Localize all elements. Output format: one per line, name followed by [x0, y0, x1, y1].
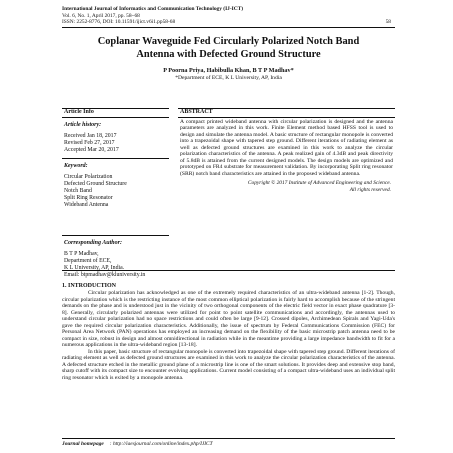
copyright-notice — [178, 180, 395, 193]
corresponding-email: Email: btpmadhav@kluniversity.in — [64, 272, 146, 278]
abstract-heading: ABSTRACT — [178, 108, 395, 118]
page-footer — [62, 441, 395, 448]
header-rule — [62, 27, 395, 28]
article-history-label: Article history: — [64, 121, 102, 128]
keyword-item: Wideband Antenna — [64, 201, 109, 208]
journal-issn-doi: ISSN: 2252-8776, DOI: 10.11591/ijict.v6i1.pp58-68 — [62, 19, 176, 26]
paper-title — [62, 36, 395, 61]
introduction-body — [62, 290, 395, 381]
paragraph: Circular polarization has acknowledged as one of the extremely required characteristics of an ultra-wideband antenna [1-2]. Though, circular polarization which is the restricting instance of the most common elliptical polarization is fairly hard to accomplish because of the stringent demands on the phase and is understood just in the vicinity of two orthogonal components of the electric field vector in exact phase quadrature [3-8]. Generally, circularly polarized antennas were utilized for point to point satellite communications and accordingly, the antennas used to understand circular polarization had no space restrictions and could often be large [9-12]. Crossed dipoles, Archimedean Spirals and Yagi-Uda's gave the required circular polarization characteristics. Additionally, the issue of spectrum by Federal Communications Commission (FEC) for Personal Area Network (PAN) operations has employed an increasing demand on the flexibility of the basic microstrip patch antenna need to be compact in size, robust in design and almost omnidirectional in radiation while in the meantime providing a large impedance bandwidth to fit for a numerous applications in the ultra-wideband region [13-18]. — [62, 290, 395, 348]
journal-homepage-link[interactable]: : http://iaesjournal.com/online/index.php/IJICT — [109, 441, 213, 447]
journal-volume: Vol. 6, No. 1, April 2017, pp. 58~68 — [62, 12, 140, 19]
article-info-heading: Article Info — [62, 108, 169, 118]
journal-header — [62, 6, 402, 26]
divider — [62, 235, 169, 236]
introduction-section — [62, 283, 395, 381]
corresponding-line: B T P Madhav, — [64, 251, 99, 257]
abstract-text: A compact printed wideband antenna with circular polarization is designed and the antenna parameters are analyzed in this work. Finite Element method based HFSS tool is used to design and simulate the antenna model. A basic structure of rectangular monopole is converted into a trapezoidal shape with tapered step ground. Different iterations of radiating element as well as defected ground structures are examined in this work to analyze the circular polarization characteristics of the antenna. A peak realized gain of 4.3dB and peak directivity of 5.8dB is attained from the current designed models. The design models are optimized and prototyped on FR4 substrate for measurement validation. By incorporating Split ring resonator (SRR) notch band characteristics are attained in the proposed wideband antenna. — [180, 118, 393, 177]
copyright-line: Copyright © 2017 Institute of Advanced Engineering and Science. — [247, 180, 391, 187]
keyword-item: Split Ring Resonator — [64, 194, 113, 201]
accepted-date: Accepted Mar 20, 2017 — [64, 146, 119, 153]
footer-rule — [62, 438, 395, 439]
keyword-item: Defected Ground Structure — [64, 180, 127, 187]
section-divider — [62, 270, 395, 271]
corresponding-line: K L University, AP, India. — [64, 265, 125, 271]
revised-date: Revised Feb 27, 2017 — [64, 139, 115, 146]
corresponding-line: Department of ECE, — [64, 258, 112, 264]
paragraph: In this paper, basic structure of rectangular monopole is converted into trapezoidal shape with tapered step ground. Different iterations of radiating element as well as defected ground structures are examined in this work to analyze the circular polarization characteristics of the antenna. A defected structure etched in the metallic ground plane of a microstrip line is one of the smart solutions. It provides deep and extensive stop band, sharp cutoff with its compact size to encounter evolving applications. Current model consisting of a compact ultra-wideband uses an individual split ring resonator which is exited by a monopole antenna. — [62, 348, 395, 381]
corresponding-label: Corresponding Author: — [64, 240, 122, 246]
title-line: Antenna with Defected Ground Structure — [136, 48, 321, 60]
article-info-box — [62, 108, 169, 209]
affiliation: *Department of ECE, K L University, AP, India — [175, 75, 282, 81]
title-line: Coplanar Waveguide Fed Circularly Polarized Notch Band — [97, 36, 360, 47]
journal-title: International Journal of Informatics and Communication Technology (IJ-ICT) — [62, 6, 244, 12]
keywords-label: Keyword: — [64, 162, 88, 169]
journal-homepage-label: Journal homepage — [62, 441, 104, 447]
divider — [62, 158, 169, 159]
received-date: Received Jan 18, 2017 — [64, 132, 117, 139]
page-number: 58 — [385, 19, 391, 25]
abstract-box — [178, 108, 395, 193]
copyright-line: All rights reserved. — [349, 186, 391, 193]
keyword-item: Notch Band — [64, 187, 92, 194]
keyword-item: Circular Polarization — [64, 173, 113, 180]
author-list: P Poorna Priya, Habibulla Khan, B T P Madhav* — [163, 67, 294, 74]
section-heading: 1. INTRODUCTION — [62, 283, 117, 289]
corresponding-author — [62, 231, 169, 279]
